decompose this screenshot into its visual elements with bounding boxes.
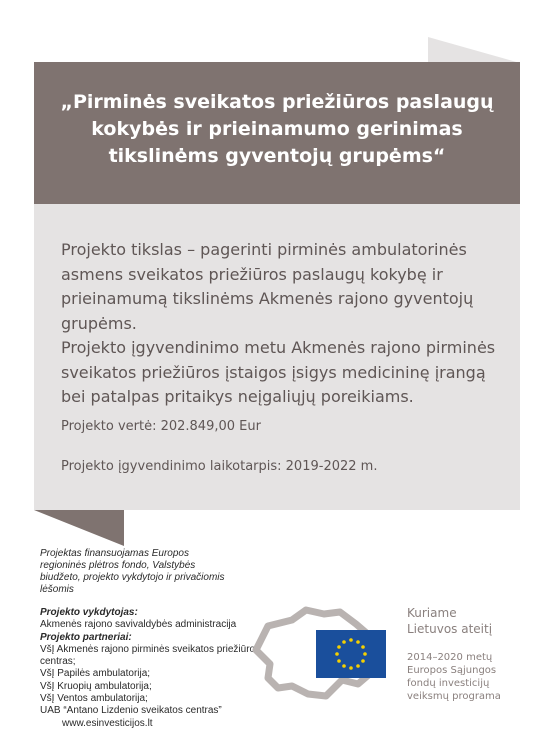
project-card (34, 62, 520, 510)
executor-name: Akmenės rajono savivaldybės administracija (40, 619, 237, 631)
program-line: veiksmų programa (407, 691, 501, 702)
title-band (34, 62, 520, 204)
website-link[interactable]: www.esinvesticijos.lt (62, 718, 153, 729)
ribbon-fold-bottom (34, 510, 124, 546)
ribbon-fold-top (428, 37, 520, 63)
partner-item: VšĮ Ventos ambulatorija; (40, 693, 148, 705)
project-description (61, 238, 501, 410)
program-line: 2014–2020 metų (407, 652, 493, 663)
slogan-line: Lietuvos ateitį (407, 622, 493, 636)
project-implementation: Projekto įgyvendinimo metu Akmenės rajono pirminės sveikatos priežiūros įstaigos įsigys medicininę įrangą bei patalpas pritaikys neįgaliųjų poreikiams. (61, 338, 496, 406)
program-line: Europos Sąjungos (407, 665, 497, 676)
slogan-line: Kuriame (407, 606, 457, 620)
partner-item: VšĮ Akmenės rajono pirminės sveikatos priežiūros centras; (40, 643, 261, 668)
project-value: Projekto vertė: 202.849,00 Eur (61, 419, 261, 434)
project-title: „Pirminės sveikatos priežiūros paslaugų kokybės ir prieinamumo gerinimas tikslinėms gyventojų grupėms“ (60, 90, 494, 167)
partners-label: Projekto partneriai: (40, 631, 132, 643)
project-parties (40, 607, 270, 718)
partner-item: VšĮ Papilės ambulatorija; (40, 668, 151, 680)
eu-flag-icon (316, 630, 386, 678)
project-period: Projekto įgyvendinimo laikotarpis: 2019-2022 m. (61, 459, 378, 474)
eu-flag-background (316, 630, 386, 678)
executor-label: Projekto vykdytojas: (40, 607, 138, 618)
funding-note: Projektas finansuojamas Europos regioninės plėtros fondo, Valstybės biudžeto, projekto vykdytojo ir privačiomis lėšomis (40, 548, 225, 595)
eu-slogan (407, 605, 492, 637)
project-goal: Projekto tikslas – pagerinti pirminės ambulatorinės asmens sveikatos priežiūros paslaugų kokybę ir prieinamumą tikslinėms Akmenės rajono gyventojų grupėms. (61, 240, 474, 333)
eu-program (407, 651, 501, 703)
partner-item: UAB “Antano Lizdenio sveikatos centras” (40, 705, 222, 717)
partner-item: VšĮ Kruopių ambulatorija; (40, 680, 152, 692)
program-line: fondų investicijų (407, 678, 490, 689)
